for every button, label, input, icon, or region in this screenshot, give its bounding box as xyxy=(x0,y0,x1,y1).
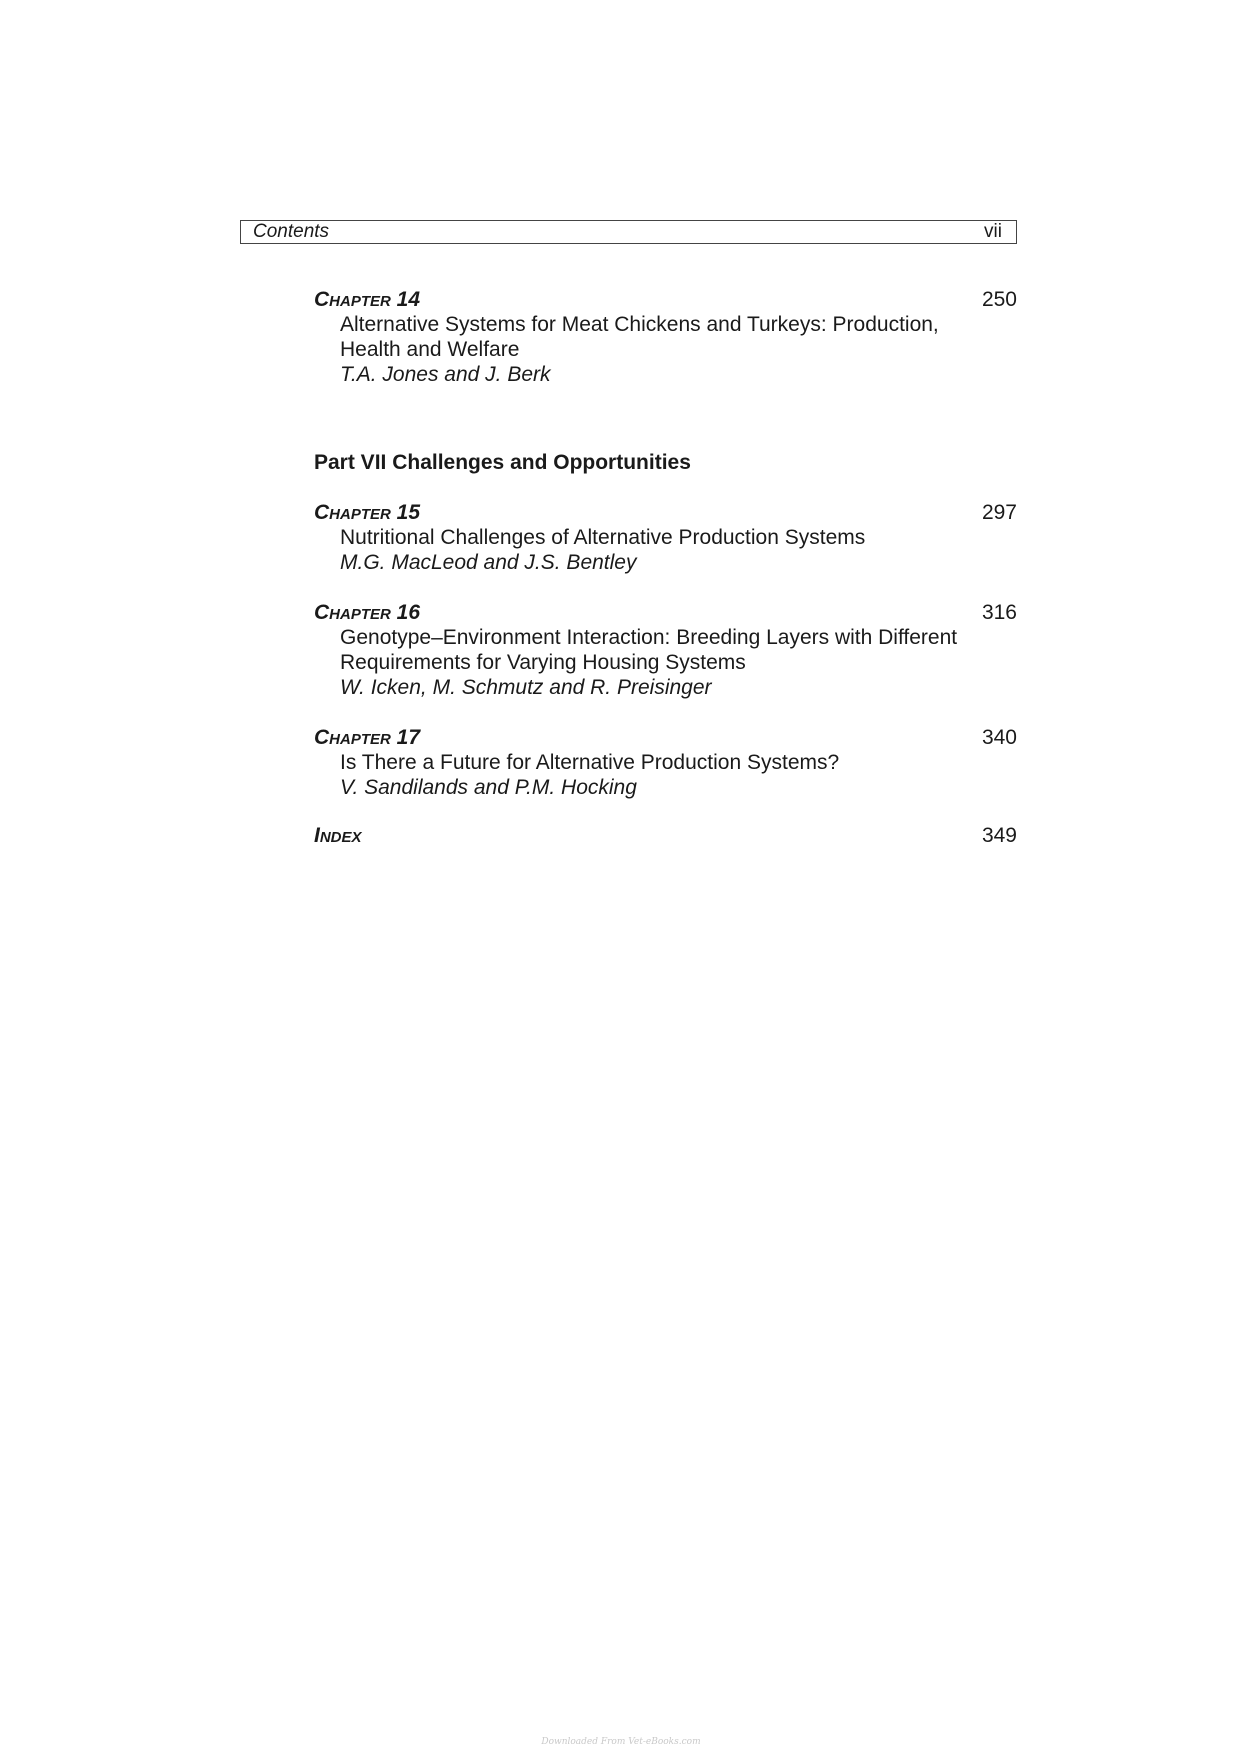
chapter-label: Chapter 15 xyxy=(314,501,421,524)
footer-watermark: Downloaded From Vet-eBooks.com xyxy=(541,1737,701,1747)
chapter-title: Genotype–Environment Interaction: Breeding Layers with Different Requirements for Varying Housing Systems xyxy=(340,626,958,674)
index-label: Index xyxy=(314,824,362,847)
toc-entry-chapter-14 xyxy=(314,287,1017,387)
page-number: 316 xyxy=(981,601,1017,624)
page-number: 250 xyxy=(981,288,1017,311)
page-number: 340 xyxy=(981,726,1017,749)
chapter-title: Alternative Systems for Meat Chickens and Turkeys: Production, Health and Welfare xyxy=(340,313,939,361)
toc-entry-index xyxy=(314,823,1017,848)
chapter-authors: W. Icken, M. Schmutz and R. Preisinger xyxy=(340,676,712,699)
running-head-title: Contents xyxy=(253,221,330,242)
chapter-title: Is There a Future for Alternative Production Systems? xyxy=(340,751,840,774)
running-head xyxy=(240,220,1017,244)
chapter-authors: V. Sandilands and P.M. Hocking xyxy=(340,776,637,799)
chapter-authors: M.G. MacLeod and J.S. Bentley xyxy=(340,551,637,574)
running-head-page-number: vii xyxy=(984,221,1002,242)
chapter-label: Chapter 14 xyxy=(314,288,421,311)
chapter-label: Chapter 16 xyxy=(314,601,421,624)
chapter-authors: T.A. Jones and J. Berk xyxy=(340,363,551,386)
part-heading: Part VII Challenges and Opportunities xyxy=(314,451,691,474)
chapter-label: Chapter 17 xyxy=(314,726,421,749)
toc-entry-chapter-15 xyxy=(314,500,1017,575)
page-number: 349 xyxy=(981,824,1017,847)
chapter-title: Nutritional Challenges of Alternative Production Systems xyxy=(340,526,866,549)
toc-entry-chapter-17 xyxy=(314,725,1017,800)
page-number: 297 xyxy=(981,501,1017,524)
toc-entry-chapter-16 xyxy=(314,600,1017,700)
